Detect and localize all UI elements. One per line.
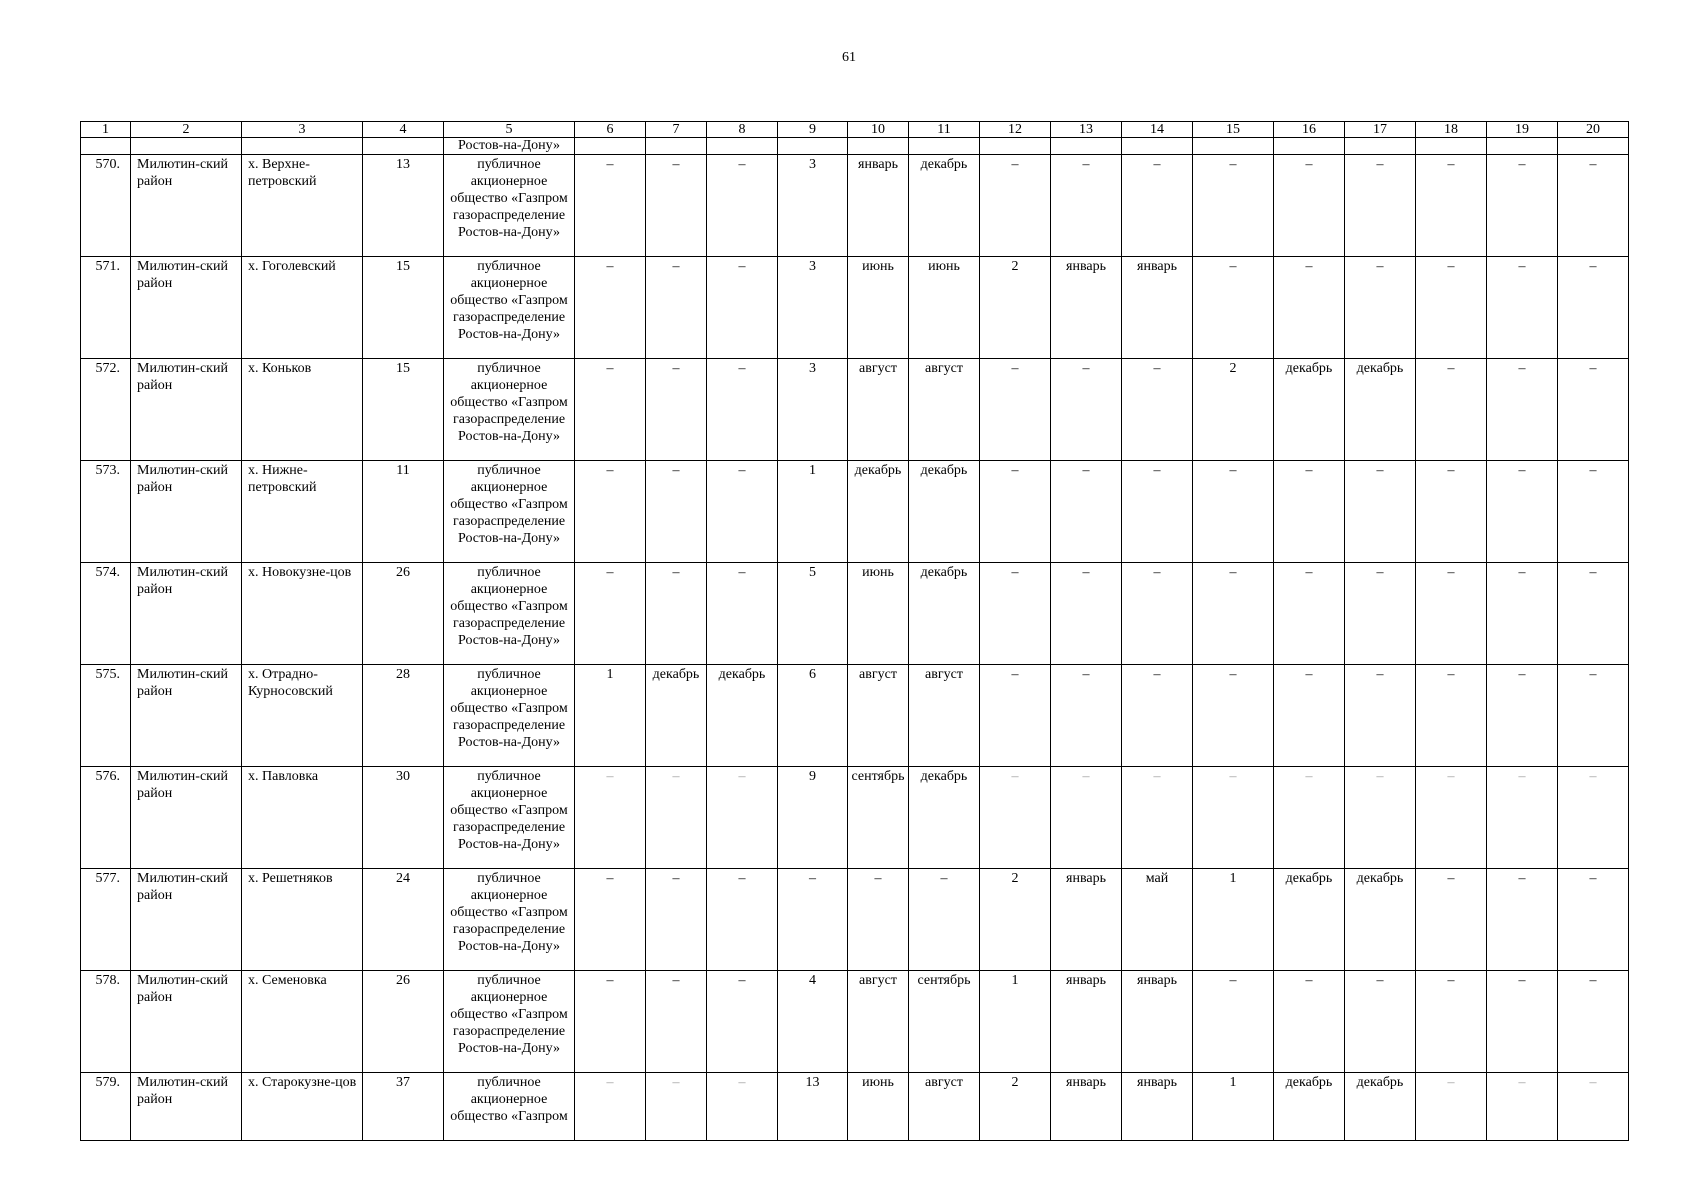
- value-cell: –: [1416, 257, 1487, 359]
- row-number: 572.: [81, 359, 131, 461]
- count-cell: 11: [363, 461, 444, 563]
- row-number: 578.: [81, 971, 131, 1073]
- value-cell: август: [909, 1073, 980, 1141]
- empty-cell: [575, 138, 646, 155]
- value-cell: январь: [1051, 257, 1122, 359]
- value-cell: май: [1122, 869, 1193, 971]
- value-cell: июнь: [848, 257, 909, 359]
- settlement-cell: х. Гоголевский: [242, 257, 363, 359]
- value-cell: 2: [980, 869, 1051, 971]
- count-cell: 13: [363, 155, 444, 257]
- value-cell: –: [1193, 767, 1274, 869]
- value-cell: 2: [980, 1073, 1051, 1141]
- empty-cell: [980, 138, 1051, 155]
- organization-cell: публичное акционерное общество «Газпром газораспределение Ростов-на-Дону»: [444, 359, 575, 461]
- value-cell: 3: [778, 155, 848, 257]
- value-cell: декабрь: [646, 665, 707, 767]
- value-cell: 9: [778, 767, 848, 869]
- organization-cell: публичное акционерное общество «Газпром газораспределение Ростов-на-Дону»: [444, 767, 575, 869]
- row-number: 576.: [81, 767, 131, 869]
- settlement-cell: х. Отрадно-Курносовский: [242, 665, 363, 767]
- value-cell: декабрь: [1345, 869, 1416, 971]
- row-number: 573.: [81, 461, 131, 563]
- empty-cell: [1416, 138, 1487, 155]
- empty-cell: [131, 138, 242, 155]
- table-row: [81, 869, 1629, 971]
- value-cell: –: [1122, 563, 1193, 665]
- value-cell: –: [646, 971, 707, 1073]
- value-cell: –: [1274, 665, 1345, 767]
- empty-cell: [1345, 138, 1416, 155]
- value-cell: –: [1558, 257, 1629, 359]
- column-number: 8: [707, 122, 778, 138]
- value-cell: –: [1558, 563, 1629, 665]
- value-cell: –: [980, 665, 1051, 767]
- column-number: 19: [1487, 122, 1558, 138]
- value-cell: январь: [848, 155, 909, 257]
- column-number: 18: [1416, 122, 1487, 138]
- empty-cell: [1051, 138, 1122, 155]
- count-cell: 28: [363, 665, 444, 767]
- value-cell: январь: [1051, 971, 1122, 1073]
- district-cell: Милютин-ский район: [131, 461, 242, 563]
- value-cell: 1: [1193, 869, 1274, 971]
- value-cell: –: [707, 971, 778, 1073]
- value-cell: –: [707, 1073, 778, 1141]
- value-cell: –: [1558, 869, 1629, 971]
- value-cell: –: [646, 461, 707, 563]
- empty-cell: [646, 138, 707, 155]
- value-cell: –: [1274, 563, 1345, 665]
- value-cell: –: [575, 155, 646, 257]
- district-cell: Милютин-ский район: [131, 665, 242, 767]
- value-cell: декабрь: [1345, 1073, 1416, 1141]
- organization-cell: публичное акционерное общество «Газпром газораспределение Ростов-на-Дону»: [444, 869, 575, 971]
- value-cell: –: [1487, 359, 1558, 461]
- value-cell: январь: [1122, 257, 1193, 359]
- value-cell: –: [707, 869, 778, 971]
- value-cell: –: [1193, 155, 1274, 257]
- value-cell: 1: [778, 461, 848, 563]
- row-number: 574.: [81, 563, 131, 665]
- value-cell: –: [707, 257, 778, 359]
- row-number: 577.: [81, 869, 131, 971]
- value-cell: –: [575, 971, 646, 1073]
- value-cell: –: [980, 767, 1051, 869]
- value-cell: –: [575, 869, 646, 971]
- value-cell: –: [1487, 665, 1558, 767]
- value-cell: январь: [1051, 869, 1122, 971]
- count-cell: 26: [363, 971, 444, 1073]
- value-cell: –: [707, 155, 778, 257]
- column-number-row: [81, 122, 1629, 138]
- value-cell: –: [1558, 767, 1629, 869]
- value-cell: декабрь: [909, 563, 980, 665]
- organization-cell: публичное акционерное общество «Газпром газораспределение Ростов-на-Дону»: [444, 257, 575, 359]
- empty-cell: [778, 138, 848, 155]
- value-cell: –: [1416, 869, 1487, 971]
- value-cell: 1: [575, 665, 646, 767]
- value-cell: 3: [778, 257, 848, 359]
- settlement-cell: х. Семеновка: [242, 971, 363, 1073]
- value-cell: –: [980, 461, 1051, 563]
- value-cell: –: [1345, 461, 1416, 563]
- value-cell: –: [1558, 461, 1629, 563]
- table-row: [81, 461, 1629, 563]
- value-cell: –: [646, 869, 707, 971]
- table-row: [81, 155, 1629, 257]
- district-cell: Милютин-ский район: [131, 1073, 242, 1141]
- value-cell: январь: [1122, 1073, 1193, 1141]
- data-table: [80, 121, 1629, 1141]
- settlement-cell: х. Нижне-петровский: [242, 461, 363, 563]
- table-row: [81, 665, 1629, 767]
- value-cell: –: [1122, 665, 1193, 767]
- value-cell: –: [575, 359, 646, 461]
- value-cell: июнь: [848, 1073, 909, 1141]
- org-continuation: Ростов-на-Дону»: [444, 138, 575, 155]
- value-cell: –: [1051, 461, 1122, 563]
- district-cell: Милютин-ский район: [131, 869, 242, 971]
- value-cell: –: [575, 461, 646, 563]
- value-cell: –: [1416, 971, 1487, 1073]
- value-cell: –: [1274, 461, 1345, 563]
- value-cell: –: [778, 869, 848, 971]
- column-number: 10: [848, 122, 909, 138]
- value-cell: –: [1193, 461, 1274, 563]
- value-cell: –: [1122, 461, 1193, 563]
- empty-cell: [1193, 138, 1274, 155]
- empty-cell: [1274, 138, 1345, 155]
- empty-cell: [81, 138, 131, 155]
- value-cell: –: [1416, 359, 1487, 461]
- value-cell: –: [707, 359, 778, 461]
- value-cell: –: [1416, 1073, 1487, 1141]
- column-number: 5: [444, 122, 575, 138]
- value-cell: –: [575, 767, 646, 869]
- value-cell: –: [646, 257, 707, 359]
- column-number: 13: [1051, 122, 1122, 138]
- settlement-cell: х. Новокузне-цов: [242, 563, 363, 665]
- column-number: 9: [778, 122, 848, 138]
- value-cell: декабрь: [909, 767, 980, 869]
- value-cell: сентябрь: [848, 767, 909, 869]
- value-cell: –: [1487, 1073, 1558, 1141]
- organization-cell: публичное акционерное общество «Газпром газораспределение Ростов-на-Дону»: [444, 563, 575, 665]
- value-cell: –: [707, 563, 778, 665]
- value-cell: декабрь: [1274, 1073, 1345, 1141]
- value-cell: –: [1345, 563, 1416, 665]
- column-number: 1: [81, 122, 131, 138]
- organization-cell: публичное акционерное общество «Газпром газораспределение Ростов-на-Дону»: [444, 461, 575, 563]
- value-cell: –: [980, 563, 1051, 665]
- empty-cell: [363, 138, 444, 155]
- table-row: [81, 1073, 1629, 1141]
- value-cell: –: [1274, 155, 1345, 257]
- district-cell: Милютин-ский район: [131, 155, 242, 257]
- column-number: 3: [242, 122, 363, 138]
- column-number: 7: [646, 122, 707, 138]
- value-cell: январь: [1122, 971, 1193, 1073]
- value-cell: –: [1345, 155, 1416, 257]
- settlement-cell: х. Верхне-петровский: [242, 155, 363, 257]
- value-cell: –: [646, 359, 707, 461]
- value-cell: –: [1051, 155, 1122, 257]
- value-cell: июнь: [909, 257, 980, 359]
- value-cell: –: [980, 359, 1051, 461]
- value-cell: –: [1416, 665, 1487, 767]
- value-cell: январь: [1051, 1073, 1122, 1141]
- district-cell: Милютин-ский район: [131, 257, 242, 359]
- value-cell: –: [1193, 563, 1274, 665]
- value-cell: –: [646, 563, 707, 665]
- empty-cell: [1487, 138, 1558, 155]
- value-cell: декабрь: [1345, 359, 1416, 461]
- organization-cell: публичное акционерное общество «Газпром газораспределение Ростов-на-Дону»: [444, 155, 575, 257]
- value-cell: –: [1274, 257, 1345, 359]
- value-cell: –: [1558, 155, 1629, 257]
- value-cell: декабрь: [848, 461, 909, 563]
- value-cell: –: [1193, 665, 1274, 767]
- value-cell: –: [1558, 359, 1629, 461]
- value-cell: 13: [778, 1073, 848, 1141]
- count-cell: 24: [363, 869, 444, 971]
- value-cell: 2: [1193, 359, 1274, 461]
- organization-cell: публичное акционерное общество «Газпром газораспределение Ростов-на-Дону»: [444, 665, 575, 767]
- value-cell: –: [575, 563, 646, 665]
- value-cell: –: [1416, 461, 1487, 563]
- value-cell: –: [646, 767, 707, 869]
- empty-cell: [707, 138, 778, 155]
- value-cell: –: [1122, 767, 1193, 869]
- table-body: [81, 122, 1629, 1141]
- table-row: [81, 359, 1629, 461]
- district-cell: Милютин-ский район: [131, 767, 242, 869]
- value-cell: август: [848, 971, 909, 1073]
- value-cell: –: [1122, 155, 1193, 257]
- value-cell: –: [707, 767, 778, 869]
- value-cell: –: [848, 869, 909, 971]
- value-cell: 3: [778, 359, 848, 461]
- value-cell: –: [1487, 971, 1558, 1073]
- value-cell: –: [1416, 155, 1487, 257]
- value-cell: 5: [778, 563, 848, 665]
- value-cell: –: [1558, 1073, 1629, 1141]
- value-cell: –: [1487, 257, 1558, 359]
- value-cell: 1: [980, 971, 1051, 1073]
- settlement-cell: х. Решетняков: [242, 869, 363, 971]
- organization-cell: публичное акционерное общество «Газпром газораспределение Ростов-на-Дону»: [444, 971, 575, 1073]
- value-cell: –: [1416, 767, 1487, 869]
- column-number: 12: [980, 122, 1051, 138]
- value-cell: 4: [778, 971, 848, 1073]
- value-cell: август: [848, 359, 909, 461]
- page-number: 61: [842, 50, 856, 65]
- column-number: 16: [1274, 122, 1345, 138]
- value-cell: –: [1274, 767, 1345, 869]
- value-cell: –: [646, 1073, 707, 1141]
- value-cell: декабрь: [909, 461, 980, 563]
- district-cell: Милютин-ский район: [131, 563, 242, 665]
- count-cell: 26: [363, 563, 444, 665]
- value-cell: –: [575, 257, 646, 359]
- settlement-cell: х. Коньков: [242, 359, 363, 461]
- empty-cell: [1122, 138, 1193, 155]
- value-cell: –: [1345, 257, 1416, 359]
- value-cell: –: [707, 461, 778, 563]
- value-cell: –: [1416, 563, 1487, 665]
- column-number: 17: [1345, 122, 1416, 138]
- column-number: 15: [1193, 122, 1274, 138]
- column-number: 4: [363, 122, 444, 138]
- table-row: [81, 563, 1629, 665]
- value-cell: –: [646, 155, 707, 257]
- column-number: 14: [1122, 122, 1193, 138]
- empty-cell: [242, 138, 363, 155]
- table-row: [81, 971, 1629, 1073]
- value-cell: –: [1487, 767, 1558, 869]
- value-cell: –: [1558, 665, 1629, 767]
- row-number: 571.: [81, 257, 131, 359]
- value-cell: 2: [980, 257, 1051, 359]
- count-cell: 37: [363, 1073, 444, 1141]
- settlement-cell: х. Павловка: [242, 767, 363, 869]
- count-cell: 15: [363, 257, 444, 359]
- value-cell: –: [1051, 563, 1122, 665]
- value-cell: август: [848, 665, 909, 767]
- value-cell: –: [1193, 257, 1274, 359]
- column-number: 20: [1558, 122, 1629, 138]
- value-cell: декабрь: [707, 665, 778, 767]
- district-cell: Милютин-ский район: [131, 359, 242, 461]
- value-cell: –: [1274, 971, 1345, 1073]
- count-cell: 15: [363, 359, 444, 461]
- value-cell: –: [1051, 665, 1122, 767]
- count-cell: 30: [363, 767, 444, 869]
- value-cell: –: [1345, 971, 1416, 1073]
- value-cell: –: [1487, 461, 1558, 563]
- value-cell: –: [980, 155, 1051, 257]
- value-cell: 1: [1193, 1073, 1274, 1141]
- value-cell: –: [1345, 767, 1416, 869]
- organization-cell: публичное акционерное общество «Газпром: [444, 1073, 575, 1141]
- value-cell: сентябрь: [909, 971, 980, 1073]
- value-cell: –: [1487, 563, 1558, 665]
- empty-cell: [909, 138, 980, 155]
- column-number: 6: [575, 122, 646, 138]
- value-cell: –: [575, 1073, 646, 1141]
- value-cell: –: [1487, 155, 1558, 257]
- value-cell: –: [1558, 971, 1629, 1073]
- value-cell: –: [1487, 869, 1558, 971]
- column-number: 2: [131, 122, 242, 138]
- row-number: 575.: [81, 665, 131, 767]
- value-cell: декабрь: [909, 155, 980, 257]
- continuation-row: [81, 138, 1629, 155]
- empty-cell: [848, 138, 909, 155]
- value-cell: –: [1193, 971, 1274, 1073]
- district-cell: Милютин-ский район: [131, 971, 242, 1073]
- value-cell: август: [909, 665, 980, 767]
- value-cell: август: [909, 359, 980, 461]
- table-row: [81, 767, 1629, 869]
- row-number: 579.: [81, 1073, 131, 1141]
- value-cell: 6: [778, 665, 848, 767]
- value-cell: –: [1051, 767, 1122, 869]
- value-cell: –: [909, 869, 980, 971]
- settlement-cell: х. Старокузне-цов: [242, 1073, 363, 1141]
- empty-cell: [1558, 138, 1629, 155]
- value-cell: июнь: [848, 563, 909, 665]
- table-row: [81, 257, 1629, 359]
- value-cell: –: [1051, 359, 1122, 461]
- column-number: 11: [909, 122, 980, 138]
- value-cell: –: [1345, 665, 1416, 767]
- value-cell: декабрь: [1274, 359, 1345, 461]
- value-cell: –: [1122, 359, 1193, 461]
- value-cell: декабрь: [1274, 869, 1345, 971]
- row-number: 570.: [81, 155, 131, 257]
